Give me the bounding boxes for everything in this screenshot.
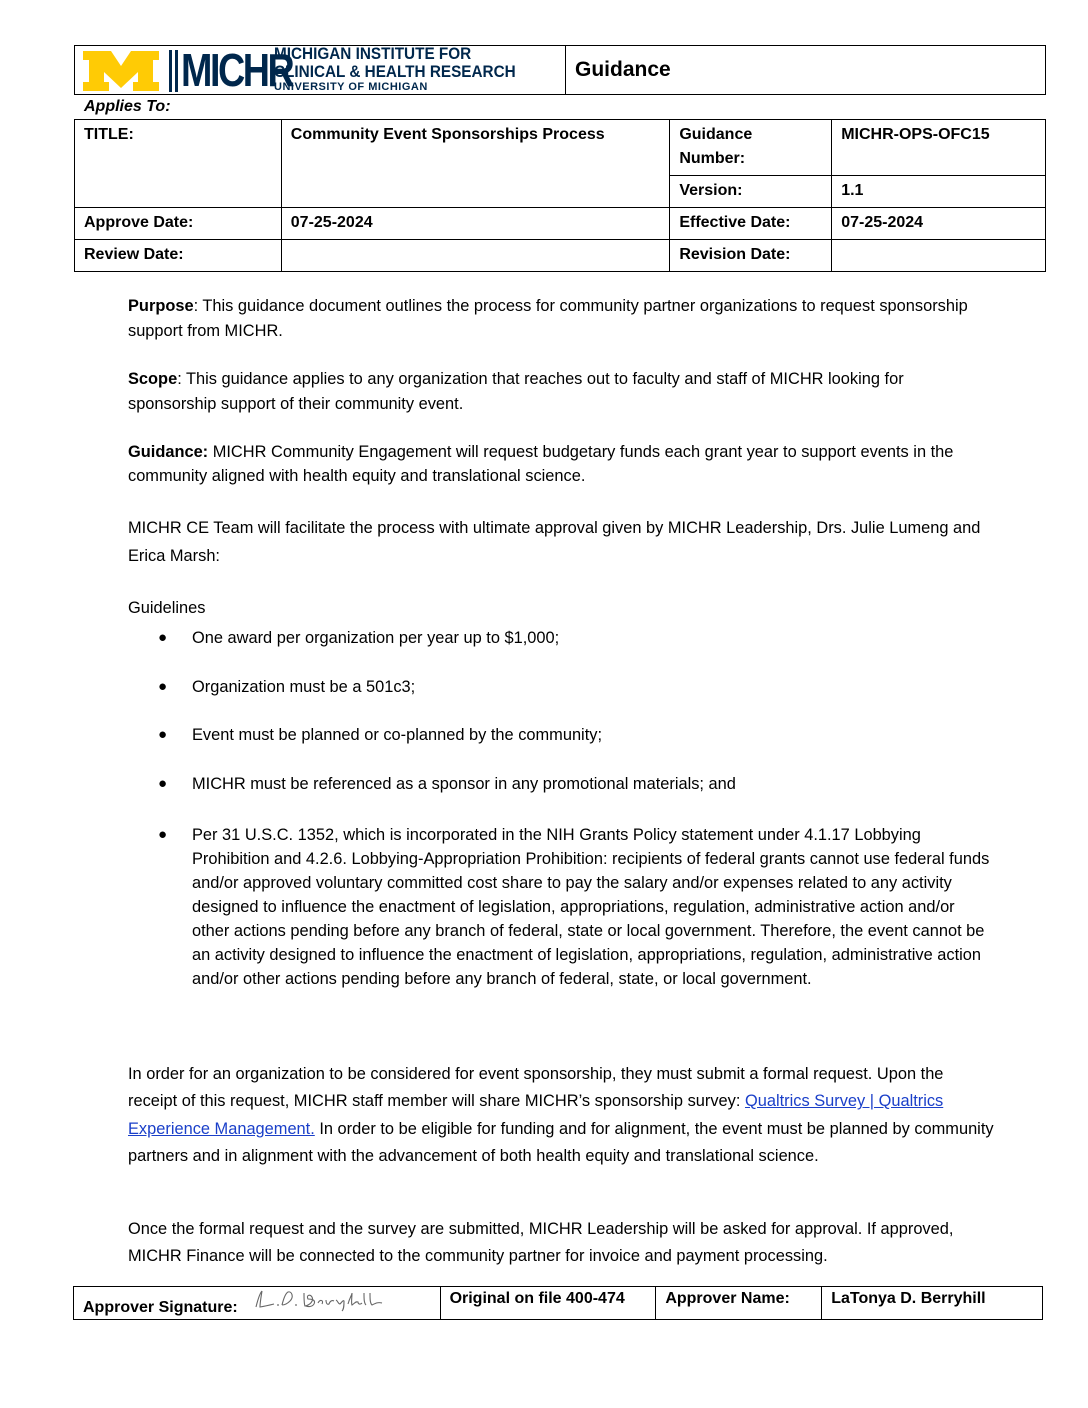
document-type-title: Guidance — [575, 58, 671, 81]
bullet-icon: ● — [158, 678, 168, 695]
purpose-label: Purpose — [128, 297, 194, 315]
table-row — [75, 208, 1046, 240]
effective-date-value: 07-25-2024 — [832, 208, 1046, 240]
effective-date-label: Effective Date: — [670, 208, 832, 240]
approver-name-label: Approver Name: — [656, 1287, 822, 1320]
guidance-number-value: MICHR-OPS-OFC15 — [832, 120, 1046, 176]
version-value: 1.1 — [832, 176, 1046, 208]
handwritten-signature-image — [252, 1287, 402, 1313]
university-line: UNIVERSITY OF MICHIGAN — [274, 81, 428, 93]
institute-line-1: MICHIGAN INSTITUTE FOR — [274, 44, 472, 63]
approval-paragraph: Once the formal request and the survey are submitted, MICHR Leadership will be asked for approval. If approved, MICHR Finance will be connected to the community partner for invoice and payment processing. — [128, 1220, 954, 1265]
revision-date-label: Revision Date: — [670, 240, 832, 272]
request-paragraph — [128, 1061, 994, 1170]
guidance-label: Guidance: — [128, 443, 209, 461]
request-text-2: In order to be eligible for funding and for alignment, the event must be planned by community partners and in alignment with the advancement of both health equity and translational science. — [128, 1119, 994, 1165]
applies-to-label: Applies To: — [84, 98, 171, 115]
approve-date-label: Approve Date: — [75, 208, 282, 240]
approver-signature-label: Approver Signature: — [83, 1299, 238, 1316]
bullet-icon: ● — [158, 629, 168, 646]
scope-paragraph — [128, 367, 994, 417]
guidance-number-label: Guidance Number: — [670, 120, 832, 176]
approval-footer-table — [73, 1286, 1043, 1320]
table-row — [74, 1287, 1043, 1320]
guideline-text: MICHR must be referenced as a sponsor in any promotional materials; and — [192, 775, 736, 793]
guidance-paragraph — [128, 440, 994, 488]
purpose-paragraph — [128, 294, 994, 344]
metadata-table — [74, 119, 1046, 272]
bullet-icon: ● — [158, 826, 168, 843]
review-date-value — [281, 240, 670, 272]
qualtrics-survey-link[interactable]: Qualtrics Survey | Qualtrics Experience Management. — [128, 1092, 944, 1138]
approver-name-value: LaTonya D. Berryhill — [822, 1287, 1043, 1320]
version-label: Version: — [670, 176, 832, 208]
bullet-icon: ● — [158, 775, 168, 792]
table-row — [75, 120, 1046, 176]
guideline-text: Per 31 U.S.C. 1352, which is incorporated in the NIH Grants Policy statement under 4.1.17 Lobbying Prohibition and 4.2.6. Lobbying-Appropriation Prohibition: recipients of federal grants cannot use federal funds and/or approved voluntary committed cost share to pay the salary and/or expenses related to any activity designed to influence the enactment of legislation, appropriations, regulation, administrative action and/or other actions pending before any branch of federal, state or local government. Therefore, the event cannot be an activity designed to influence the enactment of legislation, appropriations, regulation, administrative action and/or other actions pending before any branch of federal, state, or local government. — [192, 826, 990, 988]
approve-date-value: 07-25-2024 — [281, 208, 670, 240]
revision-date-value — [832, 240, 1046, 272]
team-paragraph: MICHR CE Team will facilitate the process with ultimate approval given by MICHR Leadership, Drs. Julie Lumeng and Erica Marsh: — [128, 519, 981, 565]
block-m-icon — [83, 51, 159, 91]
guideline-text: Event must be planned or co-planned by the community; — [192, 726, 602, 744]
request-text-1: In order for an organization to be considered for event sponsorship, they must submit a formal request. Upon the receipt of this request, MICHR staff member will share MICHR’s sponsorship survey: — [128, 1065, 944, 1111]
michr-logo — [75, 46, 566, 94]
review-date-label: Review Date: — [75, 240, 282, 272]
approver-signature-cell — [74, 1287, 441, 1320]
scope-label: Scope — [128, 370, 178, 388]
title-value: Community Event Sponsorships Process — [281, 120, 670, 208]
guideline-text: One award per organization per year up to $1,000; — [192, 629, 560, 647]
original-on-file: Original on file 400-474 — [440, 1287, 656, 1320]
institute-line-2: CLINICAL & HEALTH RESEARCH — [274, 62, 516, 81]
table-row — [75, 240, 1046, 272]
michr-wordmark: MICHR — [181, 44, 293, 96]
document-header — [74, 45, 1046, 95]
title-label: TITLE: — [75, 120, 282, 208]
guideline-text: Organization must be a 501c3; — [192, 678, 416, 696]
purpose-text: : This guidance document outlines the process for community partner organizations to request sponsorship support from MICHR. — [128, 297, 968, 340]
bullet-icon: ● — [158, 726, 168, 743]
guidelines-heading: Guidelines — [128, 599, 206, 617]
scope-text: : This guidance applies to any organization that reaches out to faculty and staff of MICHR looking for sponsorship support of their community event. — [128, 370, 904, 413]
guidance-text: MICHR Community Engagement will request budgetary funds each grant year to support events in the community aligned with health equity and translational science. — [128, 443, 954, 485]
